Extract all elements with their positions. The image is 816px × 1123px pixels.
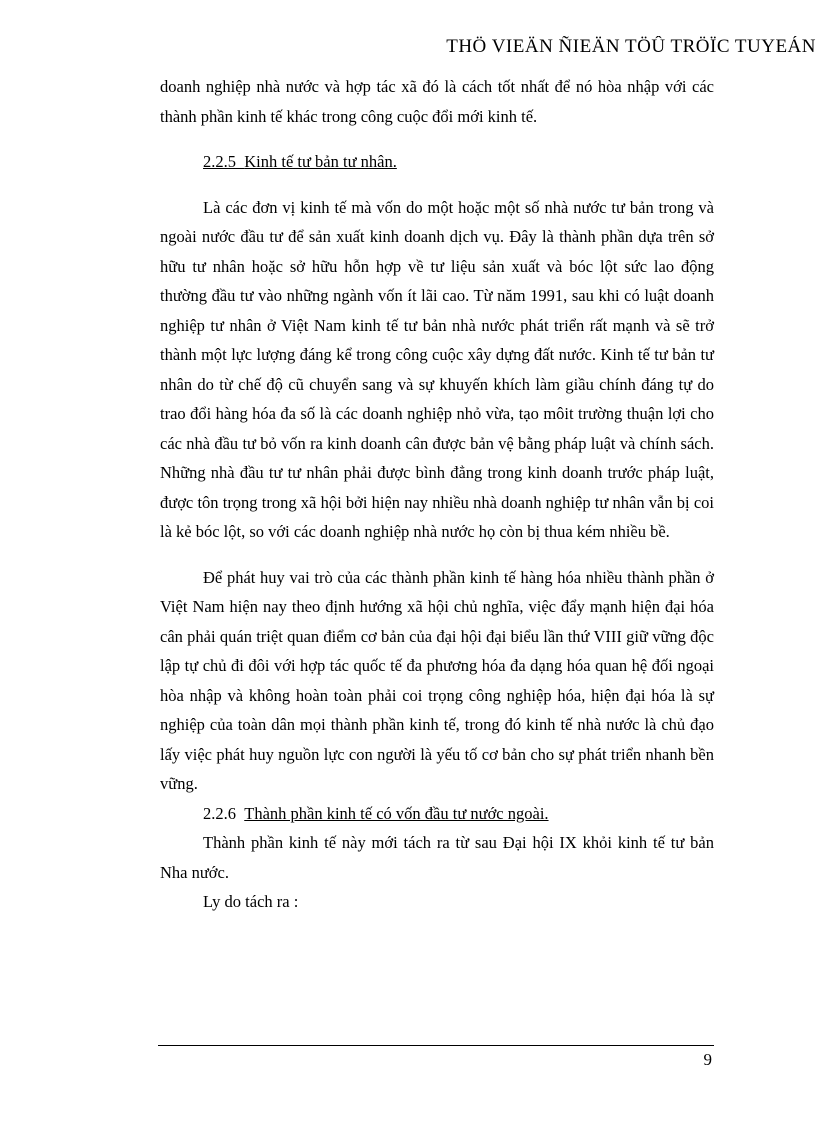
page-body	[160, 72, 714, 917]
page-header: THÖ VIEÄN ÑIEÄN TÖÛ TRÖÏC TUYEÁN	[446, 36, 816, 57]
section-heading-2-2-6	[160, 799, 714, 829]
paragraph-reason-heading: Ly do tách ra :	[203, 892, 299, 911]
section-heading-2-2-5	[160, 147, 714, 177]
paragraph-private-capitalist-economy: Là các đơn vị kinh tế mà vốn do một hoặc một số nhà nước tư bản trong và ngoài nước đầu tư để sản xuất kinh doanh dịch vụ. Đây là thành phần dựa trên sở hữu tư nhân hoặc sở hữu hỗn hợp về tư liệu sản xuất và bóc lột sức lao động thường đầu tư vào những ngành vốn ít lãi cao. Từ năm 1991, sau khi có luật doanh nghiệp tư nhân ở Việt Nam kinh tế tư bản nhà nước phát triển rất mạnh và sẽ trở thành một lực lượng đáng kể trong công cuộc xây dựng đất nước. Kinh tế tư bản tư nhân do từ chế độ cũ chuyển sang và sự khuyến khích làm giầu chính đáng tự do trao đổi hàng hóa đa số là các doanh nghiệp nhỏ vừa, tạo môit trường thuận lợi cho các nhà đầu tư bỏ vốn ra kinh doanh cân được bản vệ bằng pháp luật và chính sách. Những nhà đầu tư tư nhân phải được bình đẳng trong kinh doanh trước pháp luật, được tôn trọng trong xã hội bởi hiện nay nhiều nhà doanh nghiệp tư nhân vẫn bị coi là kẻ bóc lột, so với các doanh nghiệp nhà nước họ còn bị thua kém nhiều bề.	[160, 197, 714, 541]
page-number: 9	[703, 1050, 712, 1069]
section-number: 2.2.6	[203, 803, 236, 823]
paragraph-intro: doanh nghiệp nhà nước và hợp tác xã đó là cách tốt nhất để nó hòa nhập với các thành phần kinh tế khác trong công cuộc đổi mới kinh tế.	[160, 77, 714, 126]
footer-divider	[158, 1045, 714, 1046]
section-title: Kinh tế tư bản tư nhân.	[244, 152, 397, 171]
paragraph-promote-role: Để phát huy vai trò của các thành phần kinh tế hàng hóa nhiều thành phần ở Việt Nam hiện nay theo định hướng xã hội chủ nghĩa, việc đẩy mạnh hiện đại hóa cân phải quán triệt quan điểm cơ bản của đại hội đại biểu lần thứ VIII giữ vững độc lập tự chủ đi đôi với hợp tác quốc tế đa phương hóa đa dạng hóa quan hệ đối ngoại hòa nhập và không hoàn toàn phải coi trọng công nghiệp hóa, hiện đại hóa là sự nghiệp của toàn dân mọi thành phần kinh tế, trong đó kinh tế nhà nước là chủ đạo lấy việc phát huy nguồn lực con người là yếu tố cơ bản cho sự phát triển nhanh bền vững.	[160, 567, 714, 793]
section-number: 2.2.5	[203, 152, 236, 171]
section-title: Thành phần kinh tế có vốn đầu tư nước ngoài.	[244, 803, 549, 823]
paragraph-fdi-sector: Thành phần kinh tế này mới tách ra từ sau Đại hội IX khỏi kinh tế tư bản Nha nước.	[160, 833, 714, 882]
